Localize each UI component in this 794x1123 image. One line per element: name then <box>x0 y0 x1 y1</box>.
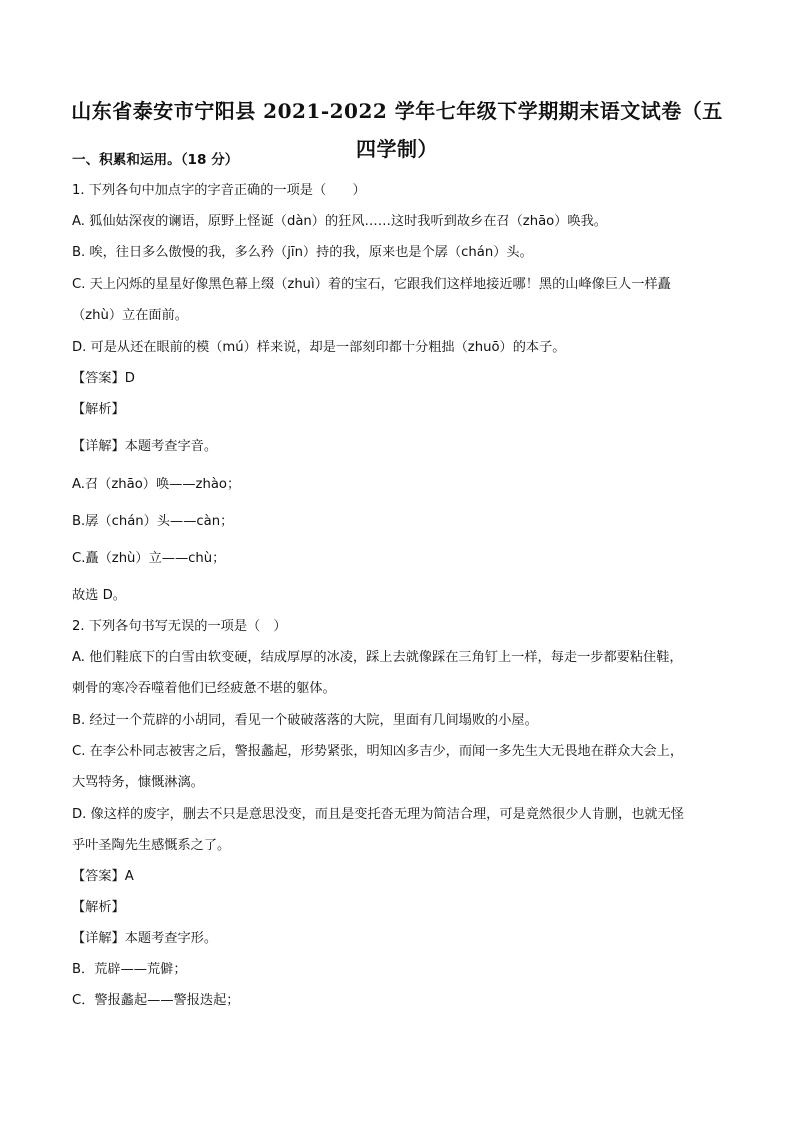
q1-option-b: B. 唉，往日多么傲慢的我，多么矜（jīn）持的我，原来也是个孱（chán）头。 <box>72 245 533 260</box>
section-heading: 一、积累和运用。（18 分） <box>72 152 239 168</box>
q1-detail-item-1: A.召（zhāo）唤——zhào； <box>72 477 241 492</box>
q1-answer: 【答案】D <box>72 371 135 386</box>
q2-stem: 2. 下列各句书写无误的一项是（ ） <box>72 619 287 634</box>
q2-option-c-line2: 大骂特务，慷慨淋漓。 <box>72 775 204 790</box>
q2-option-d-line2: 乎叶圣陶先生感慨系之了。 <box>72 838 231 853</box>
q2-detail-item-2: C．警报蠡起——警报迭起； <box>72 993 240 1008</box>
document-title-line2: 四学制） <box>356 137 438 161</box>
q1-conclusion: 故选 D。 <box>72 588 126 603</box>
q2-answer: 【答案】A <box>72 869 134 884</box>
q2-detail: 【详解】本题考查字形。 <box>72 931 218 946</box>
q2-option-c-line1: C. 在李公朴同志被害之后，警报蠡起，形势紧张，明知凶多吉少，而闻一多先生大无畏地在群众大会上， <box>72 744 684 759</box>
q1-option-c-line1: C. 天上闪烁的星星好像黑色幕上缀（zhuì）着的宝石，它跟我们这样地接近哪！黑的山峰像巨人一样矗 <box>72 277 671 292</box>
q1-detail-item-3: C.矗（zhù）立——chù； <box>72 551 226 566</box>
q1-option-a: A. 狐仙姑深夜的谰语，原野上怪诞（dàn）的狂风……这时我听到故乡在召（zhāo）唤我。 <box>72 214 607 229</box>
q1-stem: 1. 下列各句中加点字的字音正确的一项是（ ） <box>72 183 366 198</box>
q1-detail: 【详解】本题考查字音。 <box>72 439 218 454</box>
q2-detail-item-1: B．荒辟——荒僻； <box>72 962 187 977</box>
q1-detail-item-2: B.孱（chán）头——càn； <box>72 514 234 529</box>
q2-option-b: B. 经过一个荒辟的小胡同，看见一个破破落落的大院，里面有几间塌败的小屋。 <box>72 713 538 728</box>
q1-analysis-label: 【解析】 <box>72 402 125 417</box>
q2-option-a-line2: 刺骨的寒冷吞噬着他们已经疲惫不堪的躯体。 <box>72 681 336 696</box>
q2-analysis-label: 【解析】 <box>72 900 125 915</box>
q1-option-c-line2: （zhù）立在面前。 <box>72 308 188 323</box>
q1-option-d: D. 可是从还在眼前的模（mú）样来说，却是一部刻印都十分粗拙（zhuō）的本子。 <box>72 340 566 355</box>
q2-option-a-line1: A. 他们鞋底下的白雪由软变硬，结成厚厚的冰凌，踩上去就像踩在三角钉上一样，每走一步都要粘住鞋， <box>72 650 683 665</box>
document-title-line1: 山东省泰安市宁阳县 2021-2022 学年七年级下学期期末语文试卷（五 <box>71 99 723 123</box>
q2-option-d-line1: D. 像这样的废字，删去不只是意思没变，而且是变托沓无理为简洁合理，可是竟然很少人肯删，也就无怪 <box>72 807 684 822</box>
